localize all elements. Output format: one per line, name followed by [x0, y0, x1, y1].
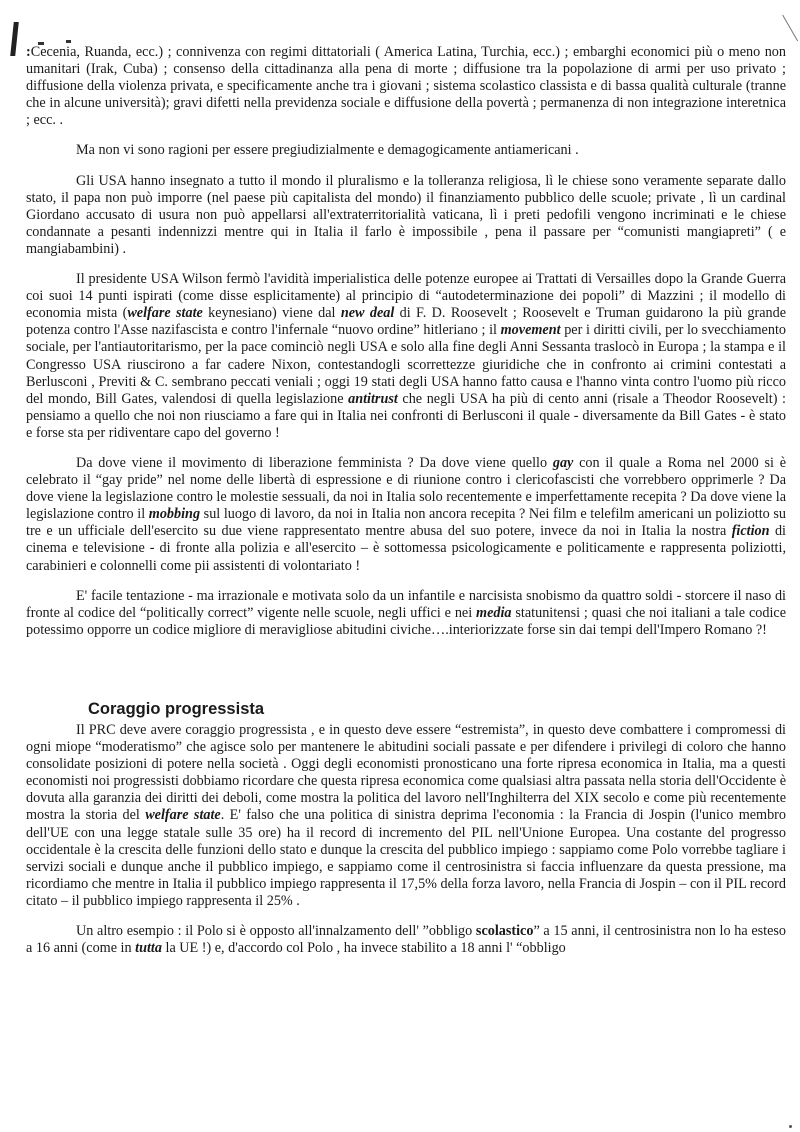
emphasis-term: media [476, 604, 512, 621]
paragraph: Il PRC deve avere coraggio progressista , e in questo deve essere “estremista”, in questo deve combattere i compromessi di ogni miope “moderatismo” che agisce solo per mantenere le abitudini sociali passate e per difendere i privilegi di coloro che hanno consolidate posizioni di potere nella società . Oggi degli economisti pronosticano una forte ripresa economica in Italia, ma a questi economisti noi progressisti dobbiamo ricordare che questa ripresa economica come qualsiasi altra passata nella storia dell'Occidente è dovuta alla garanzia dei diritti dei deboli, come mostra la politica del lavoro nell'Inghilterra del XIX secolo e come più recentemente mostra la storia del welfare state. E' falso che una politica di sinistra deprima l'economia : la Francia di Jospin (l'unico membro dell'UE con una legge statale sulle 35 ore) ha il record di incremento del PIL nell'Unione Europea. Una costante del progresso occidentale è la crescita delle funzioni dello stato e dunque la crescita del pubblico impiego : sappiamo come Polo vorrebbe tagliare i servizi sociali e dunque anche il pubblico impiego, e sappiamo come il centrosinistra si faccia influenzare da questa pressione, ma ricordiamo che mentre in Italia il pubblico impiego rappresenta il 17,5% della forza lavoro, nella Francia di Jospin – con il PIL record citato – il pubblico impiego rappresenta il 25% . [26, 722, 786, 909]
emphasis-term: fiction [731, 523, 770, 540]
emphasis-term: tutta [135, 940, 162, 957]
emphasis-term: new deal [340, 305, 395, 322]
emphasis-term: welfare state [145, 807, 221, 824]
emphasis-term: antitrust [348, 390, 398, 407]
paragraph-text: Ma non vi sono ragioni per essere pregiudizialmente e demagogicamente antiamericani . [76, 142, 579, 159]
document-body [26, 44, 786, 957]
paragraph-text: Gli USA hanno insegnato a tutto il mondo il pluralismo e la tolleranza religiosa, lì le chiese sono veramente separate dallo stato, il papa non può imporre (nel paese più capitalista del mondo) il finanziamento pubblico delle scuole; private , lì un cardinal Giordano accusato di usura non può appellarsi all'extraterritorialità vaticana, lì i preti pedofili vengono incriminati e le chiese condannate a pesanti indennizzi mentre qui in Italia il farlo è impossibile , pena il passare per “comunisti mangiapreti” ( e mangiabambini) . [26, 172, 786, 257]
emphasis-term: gay [552, 454, 574, 471]
emphasis-term: welfare state [127, 305, 203, 322]
emphasis-term: movement [500, 322, 561, 339]
paragraph-continuation [26, 44, 786, 129]
paragraph: Da dove viene il movimento di liberazione femminista ? Da dove viene quello gay con il quale a Roma nel 2000 si è celebrato il “gay pride” nel nome delle libertà di espressione e di riunione contro i clericofascisti che vorrebbero opprimerle ? Da dove viene la legislazione contro le molestie sessuali, da noi in Italia solo recentemente e imperfettamente recepita ? Da dove viene la legislazione contro il mobbing sul luogo di lavoro, da noi in Italia non ancora recepita ? Nei film e telefilm americani un poliziotto su tre e un ufficiale dell'esercito su due viene rappresentato mentre abusa del suo potere, invece da noi in Italia la nostra fiction di cinema e televisione - di fronte alla polizia e all'esercito – è sottomessa psicologicamente e politicamente e rappresenta poliziotti, carabinieri e colonnelli come pii assistenti di volontariato ! [26, 454, 787, 574]
paragraph-text: Cecenia, Ruanda, ecc.) ; connivenza con regimi dittatoriali ( America Latina, Turchia, ecc.) ; embarghi economici più o meno non umanitari (Irak, Cuba) ; consenso della cittadinanza alla pena di morte ; diffusione tra la popolazione di armi per uso privato ; diffusione della violenza privata, e specificamente anche tra i giovani ; sistema scolastico classista e di bassa qualità culturale (tranne che in alcune università); gravi difetti nella previdenza sociale e diffusione della povertà ; permanenza di non integrazione interetnica ; ecc. . [26, 44, 786, 129]
paragraph: Il presidente USA Wilson fermò l'avidità imperialistica delle potenze europee ai Trattati di Versailles dopo la Grande Guerra coi suoi 14 punti ispirati (come disse esplicitamente) al principio di “autodeterminazione dei popoli” di Mazzini ; il modello di economia mista (welfare state keynesiano) viene dal new deal di F. D. Roosevelt ; Roosevelt e Truman guidarono la più grande potenza contro l'Asse nazifascista e contro l'infernale “nuovo ordine” hitleriano ; il movement per i diritti civili, per lo svecchiamento sociale, per l'antiautoritarismo, per la pace cominciò negli USA e solo alla fine degli Anni Sessanta traslocò in Europa ; la stampa e il Congresso USA riuscirono a far cadere Nixon, contestandogli scorrettezze giuridiche che in confronto ai crimini contestati a Berlusconi , Previti & C. sembrano peccati veniali ; oggi 19 stati degli USA hanno fatto causa e l'hanno vinta contro l'uomo più ricco del mondo, Bill Gates, valendosi di quella legislazione antitrust che negli USA ha più di cento anni (risale a Theodor Roosevelt) : pensiamo a quello che noi non riusciamo a fare qui in Italia nei confronti di Berlusconi il quale - diversamente da Bill Gates - è stato e forse sta per ridiventare capo del governo ! [26, 271, 787, 441]
emphasis-term: scolastico [475, 923, 534, 940]
paragraph [26, 142, 786, 159]
leading-colon: : [26, 44, 31, 60]
paragraph [26, 173, 786, 258]
section-heading: Coraggio progressista [88, 699, 265, 718]
paragraph: Un altro esempio : il Polo si è opposto all'innalzamento dell' ”obbligo scolastico” a 15 anni, il centrosinistra non lo ha esteso a 16 anni (come in tutta la UE !) e, d'accordo col Polo , ha invece stabilito a 18 anni l' “obbligo [26, 923, 786, 957]
scan-artifact-speck [789, 1125, 792, 1128]
paragraph: E' facile tentazione - ma irrazionale e motivata solo da un infantile e narcisista snobismo da quattro soldi - storcere il naso di fronte al codice del “politically correct” vigente nelle scuole, negli uffici e nei media statunitensi ; quasi che noi italiani a tale codice potessimo opporre un codice migliore di meravigliose abitudini civiche….interiorizzate forse sin dai tempi dell'Impero Romano ?! [26, 587, 786, 638]
scan-artifact-mark [66, 40, 71, 43]
emphasis-term: mobbing [148, 506, 201, 523]
scan-artifact-mark [10, 22, 19, 56]
